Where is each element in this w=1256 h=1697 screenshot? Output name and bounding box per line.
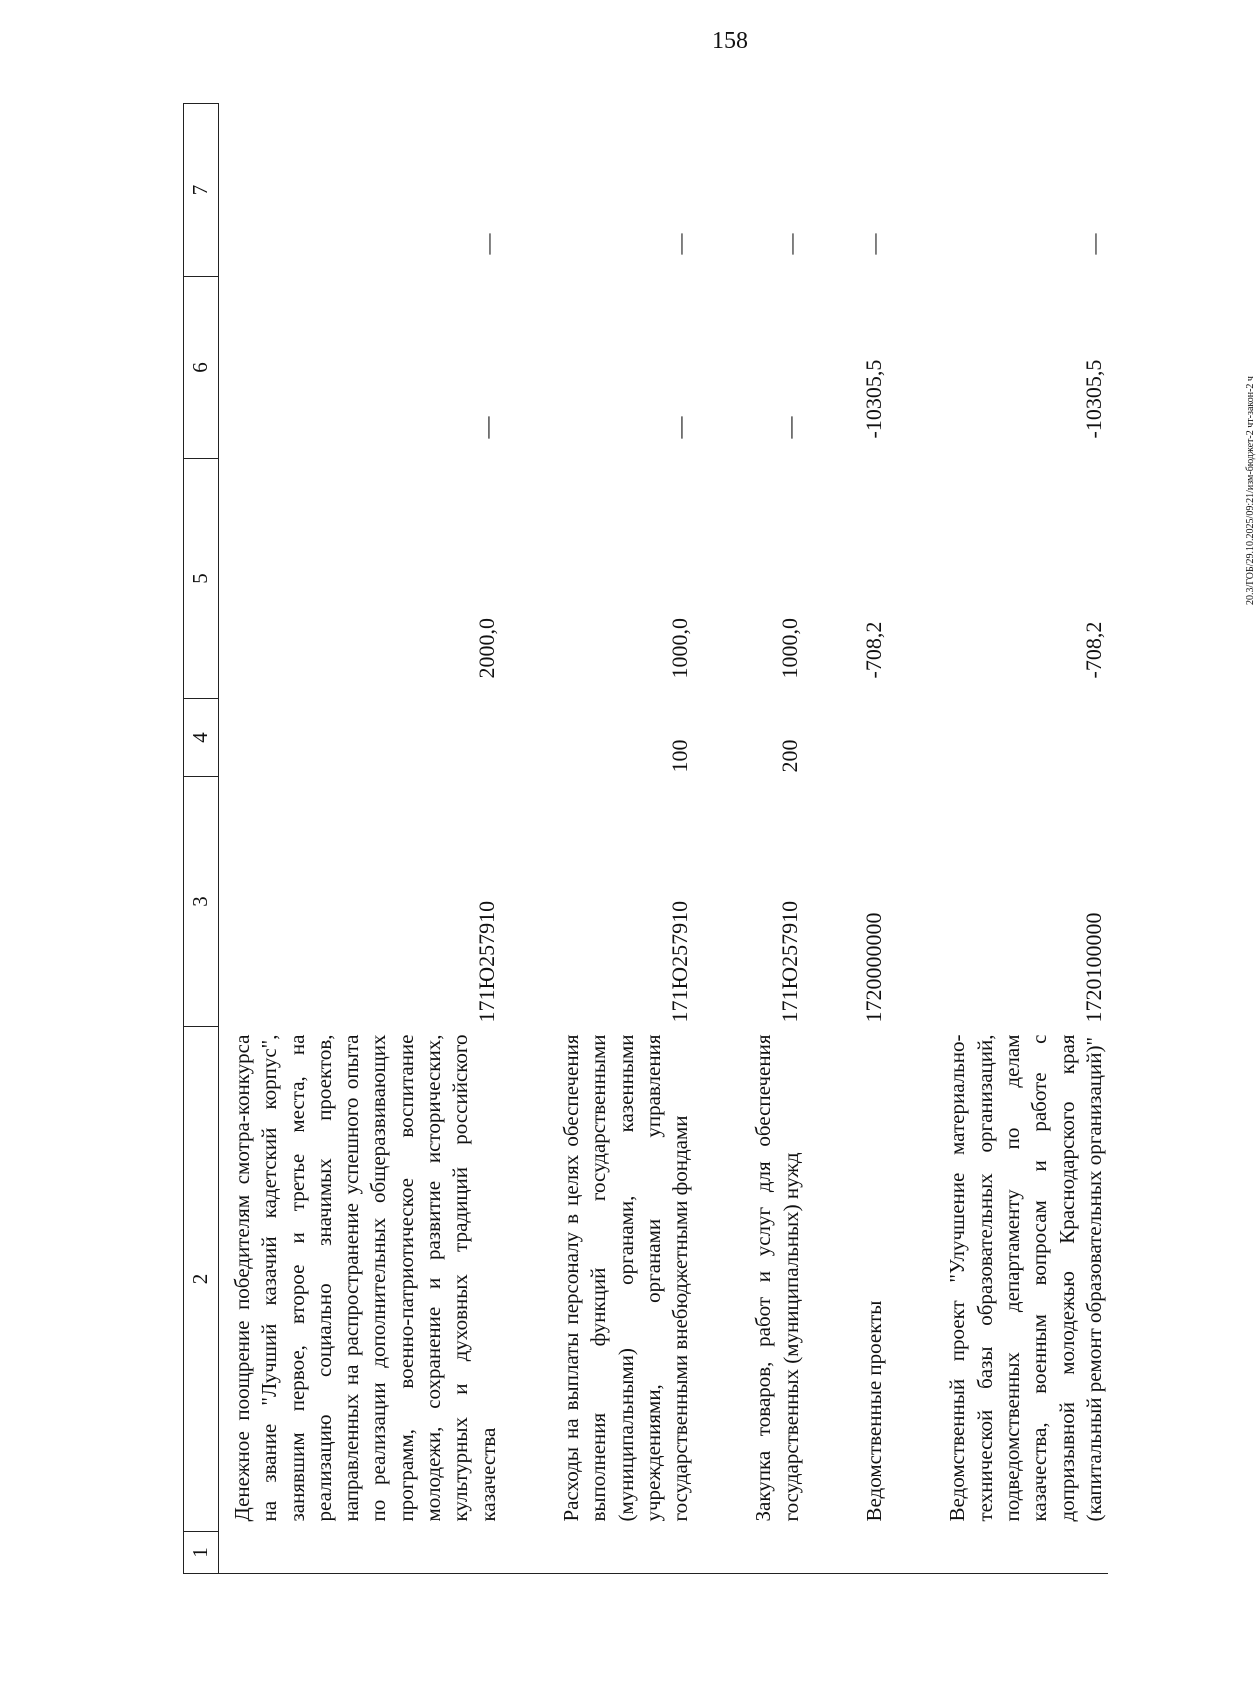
row-value-col7: — [778, 233, 803, 255]
column-header-3: 3 [184, 777, 219, 1027]
budget-table [183, 103, 1108, 1574]
row-value-col5: 1000,0 [666, 618, 692, 679]
table-row [934, 104, 1108, 1574]
page-number: 158 [712, 28, 748, 54]
row-cell-col1 [548, 1532, 694, 1574]
row-description: Закупка товаров, работ и услуг для обеспечения государственных (муниципальных) нужд [751, 1034, 803, 1522]
row-code: 1720000000 [860, 912, 886, 1023]
row-description: Ведомственные проекты [862, 1300, 887, 1522]
row-code: 171Ю257910 [777, 900, 803, 1023]
row-type: 100 [666, 739, 692, 773]
column-header-5: 5 [184, 459, 219, 699]
table-row [548, 104, 694, 1574]
row-value-col5: 1000,0 [777, 618, 803, 679]
table-row [219, 104, 502, 1574]
row-type [934, 699, 1108, 777]
column-header-1: 1 [184, 1532, 219, 1574]
row-value-col6: -10305,5 [1080, 359, 1106, 439]
row-gap [694, 104, 740, 1574]
row-description: Денежное поощрение победителям смотра-конкурса на звание "Лучший казачий кадетский корпус", занявшим первое, второе и третье места, на реализацию социально значимых проектов, направленных на распространение успешного опыта по реализации дополнительных общеразвивающих программ, военно-патриотическое воспитание молодежи, сохранение и развитие исторических, культурных и духовных традиций российского казачества [230, 1034, 500, 1522]
document-footer-code: 20.3/ГОБ/29.10.2025/09:21/изм-бюджет-2 чт-закон-2 ч [1245, 376, 1256, 605]
table-row [740, 104, 805, 1574]
row-value-col5: 2000,0 [474, 618, 500, 679]
row-value-col5: -708,2 [860, 621, 886, 679]
row-value-col6: — [777, 416, 803, 439]
row-code: 171Ю257910 [666, 900, 692, 1023]
row-gap [805, 104, 851, 1574]
row-cell-col1 [934, 1532, 1108, 1574]
column-header-7: 7 [184, 104, 219, 277]
row-code: 171Ю257910 [474, 900, 500, 1023]
row-value-col5: -708,2 [1080, 621, 1106, 679]
row-type: 200 [777, 739, 803, 773]
table-row [851, 104, 888, 1574]
row-value-col6: — [666, 416, 692, 439]
row-gap [888, 104, 934, 1574]
row-value-col6: -10305,5 [860, 359, 886, 439]
row-value-col7: — [1081, 233, 1106, 255]
row-value-col7: — [862, 233, 887, 255]
row-type [851, 699, 888, 777]
row-value-col7: — [475, 233, 500, 255]
row-cell-col1 [219, 1532, 502, 1574]
row-description: Расходы на выплаты персоналу в целях обеспечения выполнения функций государственными (муниципальными) органами, казенными учреждениями, органами управления государственными внебюджетными фондами [558, 1034, 693, 1522]
row-cell-col1 [740, 1532, 805, 1574]
table-body [219, 104, 1109, 1574]
column-header-2: 2 [184, 1027, 219, 1532]
row-cell-col1 [851, 1532, 888, 1574]
header-row [184, 104, 219, 1574]
row-gap [502, 104, 548, 1574]
column-header-6: 6 [184, 277, 219, 459]
row-description: Ведомственный проект "Улучшение материально-технической базы образовательных организаций, подведомственных департаменту по делам казачества, военным вопросам и работе с допризывной молодежью Краснодарского края (капитальный ремонт образовательных организаций)" [945, 1034, 1106, 1522]
row-code: 1720100000 [1080, 912, 1106, 1023]
row-value-col7: — [668, 233, 693, 255]
row-value-col6: — [474, 416, 500, 439]
row-type [219, 699, 502, 777]
table-header [184, 104, 219, 1574]
column-header-4: 4 [184, 699, 219, 777]
